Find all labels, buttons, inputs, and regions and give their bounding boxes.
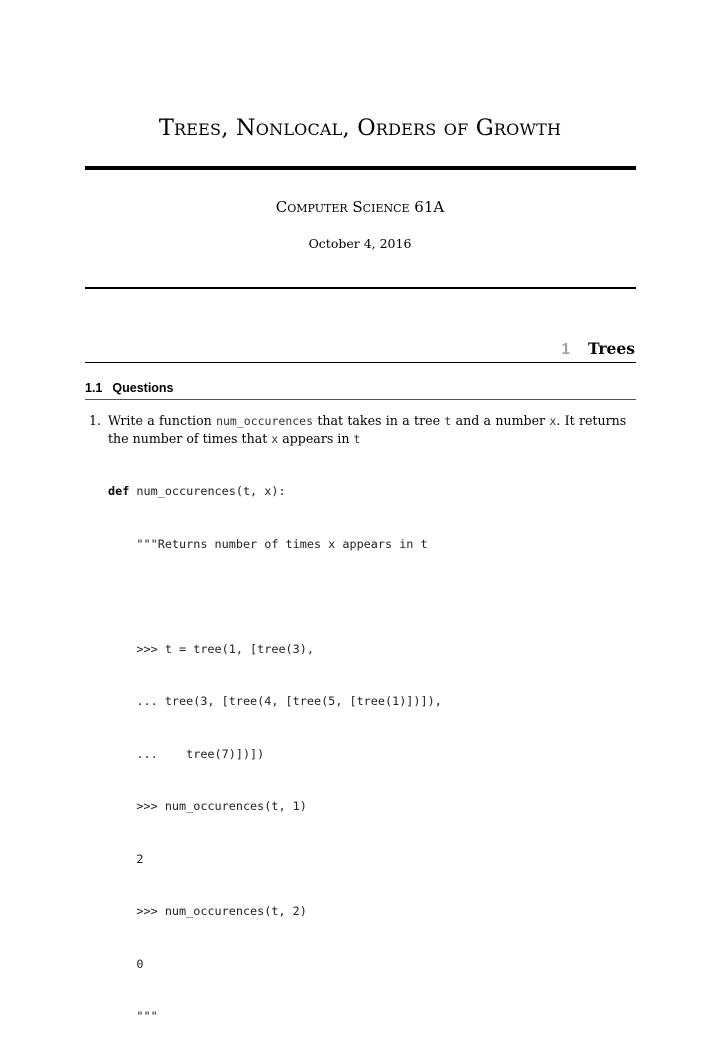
- code-line-def: [108, 483, 442, 501]
- code-signature: num_occurences(t, x):: [129, 484, 286, 498]
- code-line: >>> num_occurences(t, 2): [108, 904, 307, 918]
- question-text-line-2: [108, 430, 360, 448]
- document-date: October 4, 2016: [308, 236, 412, 251]
- title-rule: [85, 166, 636, 170]
- subsection-rule: [85, 399, 636, 400]
- code-line: >>> num_occurences(t, 1): [108, 799, 307, 813]
- subsection-number: 1.1: [85, 381, 103, 395]
- document-title: Trees, Nonlocal, Orders of Growth: [158, 115, 562, 141]
- code-line: [108, 588, 442, 606]
- code-line: ... tree(7)])]): [108, 746, 265, 761]
- code-line: """: [108, 1009, 158, 1023]
- question-text: that takes in a tree: [313, 413, 445, 428]
- question-text: and a number: [451, 413, 550, 428]
- subsection-title: Questions: [112, 381, 174, 395]
- section-rule: [85, 362, 636, 363]
- subsection-heading: [85, 381, 174, 395]
- section-heading: [561, 339, 635, 359]
- question-text: Write a function: [108, 413, 217, 428]
- inline-code-function: num_occurences: [216, 414, 314, 428]
- inline-code-x: x: [271, 432, 279, 446]
- section-title: Trees: [587, 339, 635, 358]
- question-text-line-1: [108, 412, 626, 430]
- code-block: [108, 448, 442, 1043]
- question-text: . It returns: [556, 413, 627, 428]
- inline-code-t: t: [353, 432, 361, 446]
- code-keyword: def: [108, 484, 130, 498]
- code-line: 0: [108, 956, 144, 971]
- inline-code-t: t: [444, 414, 452, 428]
- course-name: Computer Science 61A: [275, 198, 445, 216]
- section-number: 1: [561, 341, 570, 358]
- code-line: """Returns number of times x appears in t: [108, 536, 428, 551]
- question-text: the number of times that: [108, 431, 272, 446]
- code-line: ... tree(3, [tree(4, [tree(5, [tree(1)])]),: [108, 694, 442, 708]
- header-rule: [85, 287, 636, 289]
- code-line: 2: [108, 851, 144, 866]
- question-number: 1.: [89, 413, 102, 428]
- code-line: >>> t = tree(1, [tree(3),: [108, 641, 314, 656]
- question-text: appears in: [278, 431, 354, 446]
- inline-code-x: x: [549, 414, 557, 428]
